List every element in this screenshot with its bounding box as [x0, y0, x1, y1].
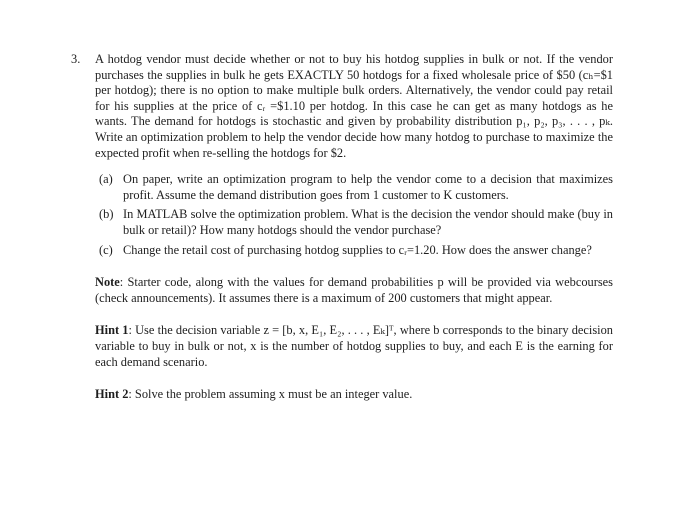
hint-1-text: : Use the decision variable z = [b, x, E₁, E₂, . . . , Eₖ]ᵀ, where b corresponds to the binary decision variable to buy in bulk or not, x is the number of hotdog supplies to buy, and each E is the earning for each demand scenario. — [95, 323, 613, 369]
note-label: Note — [95, 275, 120, 290]
hint-2-text: : Solve the problem assuming x must be an integer value. — [128, 387, 413, 402]
part-c — [99, 243, 613, 259]
problem-statement: A hotdog vendor must decide whether or not to buy his hotdog supplies in bulk or not. If the vendor purchases the supplies in bulk he gets EXACTLY 50 hotdogs for a fixed wholesale price of $50 (cₕ=$1 per hotdog); there is no option to make multiple bulk orders. Alternatively, the vendor could pay retail for his supplies at the price of cᵣ =$1.10 per hotdog. In this case he can get as many hotdogs as he wants. The demand for hotdogs is stochastic and given by probability distribution p₁, p₂, p₃, . . . , pₖ. Write an optimization problem to help the vendor decide how many hotdog to purchase to maximize the expected profit when re-selling the hotdogs for $2. — [95, 52, 613, 160]
part-a-label: (a) — [99, 172, 113, 187]
note-paragraph — [95, 275, 613, 306]
problem-number: 3. — [71, 52, 81, 66]
problem-parts — [99, 172, 613, 258]
part-a — [99, 172, 613, 203]
problem-3 — [71, 52, 613, 403]
note-text: : Starter code, along with the values for demand probabilities p will be provided via webcourses (check announcements). It assumes there is a maximum of 200 customers that might appear. — [95, 275, 613, 305]
hint-1-paragraph — [95, 323, 613, 370]
part-c-text: Change the retail cost of purchasing hotdog supplies to cᵣ=1.20. How does the answer change? — [123, 242, 592, 257]
part-c-label: (c) — [99, 242, 113, 257]
part-b — [99, 207, 613, 238]
hint-2-paragraph — [95, 387, 613, 403]
part-b-label: (b) — [99, 207, 114, 222]
hint-2-label: Hint 2 — [95, 387, 129, 402]
part-a-text: On paper, write an optimization program to help the vendor come to a decision that maximizes profit. Assume the demand distribution goes from 1 customer to K customers. — [123, 172, 613, 202]
hint-1-label: Hint 1 — [95, 323, 129, 338]
part-b-text: In MATLAB solve the optimization problem. What is the decision the vendor should make (buy in bulk or retail)? How many hotdogs should the vendor purchase? — [123, 207, 613, 237]
